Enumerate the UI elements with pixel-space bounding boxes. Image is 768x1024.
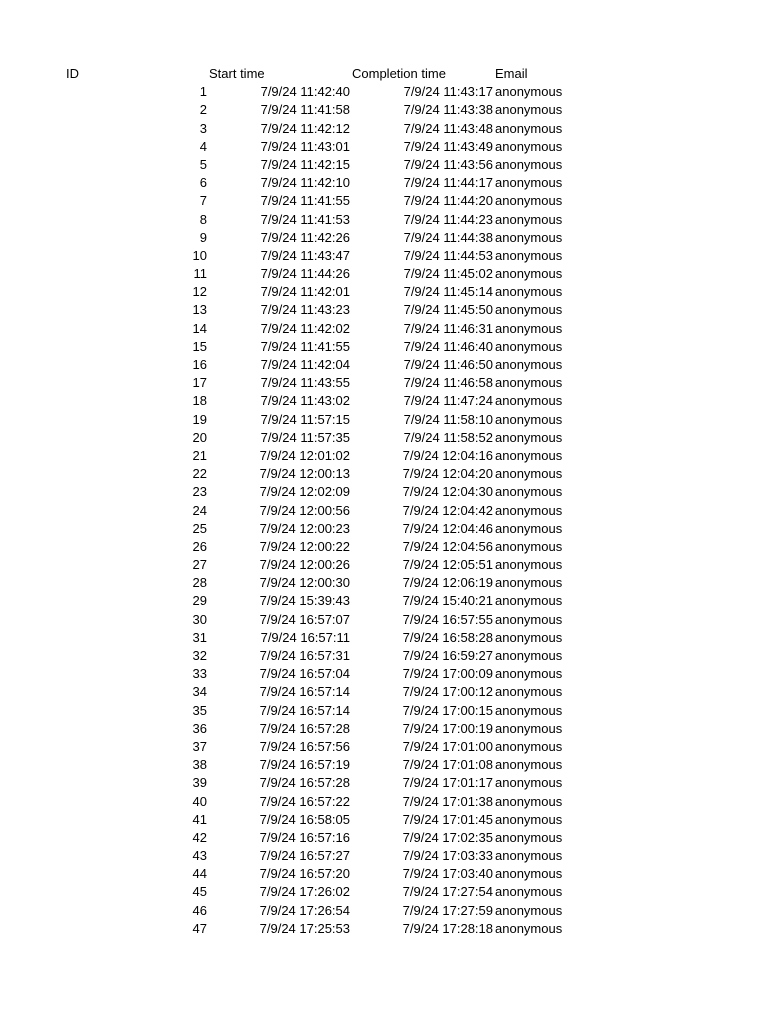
table-row [0, 356, 768, 374]
cell-email[interactable]: anonymous [495, 738, 563, 754]
cell-email[interactable]: anonymous [495, 156, 563, 172]
cell-completion-time[interactable]: 7/9/24 17:01:00 [402, 738, 493, 754]
cell-completion-time[interactable]: 7/9/24 17:01:38 [402, 793, 493, 809]
table-row [0, 211, 768, 229]
cell-completion-time[interactable]: 7/9/24 11:43:17 [403, 84, 493, 100]
table-row [0, 229, 768, 247]
table-row [0, 538, 768, 556]
cell-email[interactable]: anonymous [495, 793, 563, 809]
cell-id[interactable]: 45 [192, 884, 207, 900]
table-row [0, 120, 768, 138]
cell-start-time[interactable]: 7/9/24 16:57:56 [259, 738, 350, 754]
cell-completion-time[interactable]: 7/9/24 11:44:17 [403, 175, 493, 191]
cell-start-time[interactable]: 7/9/24 11:41:53 [260, 211, 350, 227]
table-row [0, 883, 768, 901]
cell-id[interactable]: 1 [199, 84, 207, 100]
cell-completion-time[interactable]: 7/9/24 12:04:46 [402, 520, 493, 536]
cell-completion-time[interactable]: 7/9/24 12:04:30 [402, 484, 493, 500]
cell-id[interactable]: 2 [199, 102, 207, 118]
table-row [0, 320, 768, 338]
cell-email[interactable]: anonymous [495, 775, 563, 791]
cell-completion-time[interactable]: 7/9/24 11:44:23 [403, 211, 493, 227]
cell-id[interactable]: 26 [192, 538, 207, 554]
cell-email[interactable]: anonymous [495, 357, 563, 372]
cell-completion-time[interactable]: 7/9/24 11:46:58 [403, 375, 493, 391]
cell-id[interactable]: 14 [192, 320, 207, 336]
cell-id[interactable]: 36 [192, 720, 207, 736]
cell-completion-time[interactable]: 7/9/24 11:58:10 [403, 411, 493, 427]
cell-start-time[interactable]: 7/9/24 16:57:07 [259, 611, 350, 627]
cell-completion-time[interactable]: 7/9/24 11:46:40 [403, 338, 493, 354]
cell-start-time[interactable]: 7/9/24 11:43:01 [260, 138, 350, 154]
table-row [0, 429, 768, 447]
cell-email[interactable]: anonymous [495, 138, 563, 154]
cell-start-time[interactable]: 7/9/24 11:41:55 [260, 193, 350, 209]
cell-start-time[interactable]: 7/9/24 12:00:22 [259, 538, 350, 554]
cell-id[interactable]: 47 [192, 920, 207, 936]
header-id[interactable]: ID [66, 66, 79, 81]
cell-completion-time[interactable]: 7/9/24 12:04:42 [402, 502, 493, 518]
cell-email[interactable]: anonymous [495, 320, 563, 336]
cell-id[interactable]: 32 [192, 648, 207, 663]
cell-id[interactable]: 4 [199, 138, 207, 154]
cell-completion-time[interactable]: 7/9/24 17:01:08 [402, 757, 493, 773]
cell-completion-time[interactable]: 7/9/24 11:44:53 [403, 247, 493, 263]
cell-id[interactable]: 12 [192, 284, 207, 300]
cell-start-time[interactable]: 7/9/24 16:57:28 [259, 775, 350, 791]
cell-id[interactable]: 13 [192, 302, 207, 318]
cell-start-time[interactable]: 7/9/24 12:00:23 [259, 520, 350, 536]
cell-id[interactable]: 30 [192, 611, 207, 627]
cell-id[interactable]: 28 [192, 575, 207, 591]
cell-start-time[interactable]: 7/9/24 11:43:47 [260, 247, 350, 263]
cell-id[interactable]: 31 [192, 629, 207, 645]
cell-id[interactable]: 7 [199, 193, 207, 209]
cell-start-time[interactable]: 7/9/24 11:41:58 [260, 102, 350, 118]
cell-start-time[interactable]: 7/9/24 11:42:01 [260, 284, 350, 300]
cell-completion-time[interactable]: 7/9/24 15:40:21 [402, 593, 493, 609]
cell-id[interactable]: 5 [199, 156, 207, 172]
table-row [0, 247, 768, 265]
cell-completion-time[interactable]: 7/9/24 11:46:50 [403, 357, 493, 372]
cell-completion-time[interactable]: 7/9/24 11:44:38 [403, 229, 493, 245]
table-row [0, 83, 768, 101]
table-row [0, 465, 768, 483]
cell-start-time[interactable]: 7/9/24 16:57:19 [259, 757, 350, 773]
cell-email[interactable]: anonymous [495, 484, 563, 500]
table-row [0, 665, 768, 683]
cell-completion-time[interactable]: 7/9/24 17:00:12 [402, 684, 493, 700]
cell-id[interactable]: 18 [192, 393, 207, 409]
table-row [0, 192, 768, 210]
cell-email[interactable]: anonymous [495, 866, 563, 882]
cell-email[interactable]: anonymous [495, 811, 563, 827]
cell-email[interactable]: anonymous [495, 575, 563, 591]
table-row [0, 793, 768, 811]
cell-email[interactable]: anonymous [495, 648, 563, 663]
cell-email[interactable]: anonymous [495, 520, 563, 536]
cell-id[interactable]: 19 [192, 411, 207, 427]
cell-id[interactable]: 39 [192, 775, 207, 791]
cell-email[interactable]: anonymous [495, 684, 563, 700]
cell-completion-time[interactable]: 7/9/24 17:00:15 [402, 702, 493, 718]
cell-email[interactable]: anonymous [495, 702, 563, 718]
cell-start-time[interactable]: 7/9/24 17:26:02 [259, 884, 350, 900]
cell-id[interactable]: 41 [192, 811, 207, 827]
table-row [0, 283, 768, 301]
cell-completion-time[interactable]: 7/9/24 12:04:16 [402, 447, 493, 463]
table-row [0, 138, 768, 156]
cell-id[interactable]: 37 [192, 738, 207, 754]
table-row [0, 756, 768, 774]
cell-email[interactable]: anonymous [495, 429, 563, 445]
header-email[interactable]: Email [495, 66, 528, 81]
table-row [0, 720, 768, 738]
cell-id[interactable]: 43 [192, 848, 207, 864]
table-row [0, 902, 768, 920]
cell-email[interactable]: anonymous [495, 720, 563, 736]
cell-email[interactable]: anonymous [495, 375, 563, 391]
cell-start-time[interactable]: 7/9/24 16:57:14 [259, 684, 350, 700]
cell-completion-time[interactable]: 7/9/24 12:04:56 [402, 538, 493, 554]
cell-email[interactable]: anonymous [495, 920, 563, 936]
cell-email[interactable]: anonymous [495, 466, 563, 482]
cell-email[interactable]: anonymous [495, 229, 563, 245]
cell-completion-time[interactable]: 7/9/24 11:43:38 [403, 102, 493, 118]
cell-start-time[interactable]: 7/9/24 11:42:12 [260, 120, 350, 136]
cell-start-time[interactable]: 7/9/24 12:00:13 [259, 466, 350, 482]
cell-email[interactable]: anonymous [495, 102, 563, 118]
cell-start-time[interactable]: 7/9/24 11:42:26 [260, 229, 350, 245]
cell-completion-time[interactable]: 7/9/24 17:02:35 [402, 829, 493, 845]
cell-id[interactable]: 38 [192, 757, 207, 773]
cell-id[interactable]: 15 [192, 338, 207, 354]
cell-start-time[interactable]: 7/9/24 16:57:16 [259, 829, 350, 845]
cell-start-time[interactable]: 7/9/24 16:57:22 [259, 793, 350, 809]
cell-id[interactable]: 17 [192, 375, 207, 391]
cell-email[interactable]: anonymous [495, 302, 563, 318]
table-row [0, 556, 768, 574]
cell-completion-time[interactable]: 7/9/24 11:43:56 [403, 156, 493, 172]
table-row [0, 629, 768, 647]
cell-id[interactable]: 35 [192, 702, 207, 718]
table-body [0, 83, 768, 938]
cell-start-time[interactable]: 7/9/24 16:57:04 [259, 666, 350, 682]
cell-id[interactable]: 10 [192, 247, 207, 263]
cell-completion-time[interactable]: 7/9/24 11:43:48 [403, 120, 493, 136]
cell-email[interactable]: anonymous [495, 848, 563, 864]
cell-completion-time[interactable]: 7/9/24 17:27:59 [402, 902, 493, 918]
cell-start-time[interactable]: 7/9/24 11:42:15 [260, 156, 350, 172]
cell-start-time[interactable]: 7/9/24 16:57:14 [259, 702, 350, 718]
cell-start-time[interactable]: 7/9/24 11:43:55 [260, 375, 350, 391]
cell-id[interactable]: 20 [192, 429, 207, 445]
table-row [0, 101, 768, 119]
cell-completion-time[interactable]: 7/9/24 16:57:55 [402, 611, 493, 627]
cell-email[interactable]: anonymous [495, 829, 563, 845]
table-row [0, 520, 768, 538]
cell-completion-time[interactable]: 7/9/24 11:45:50 [403, 302, 493, 318]
table-row [0, 447, 768, 465]
cell-email[interactable]: anonymous [495, 593, 563, 609]
cell-id[interactable]: 3 [199, 120, 207, 136]
cell-completion-time[interactable]: 7/9/24 16:58:28 [402, 629, 493, 645]
cell-id[interactable]: 33 [192, 666, 207, 682]
cell-id[interactable]: 11 [193, 266, 207, 282]
cell-email[interactable]: anonymous [495, 557, 563, 573]
table-row [0, 847, 768, 865]
table-row [0, 774, 768, 792]
cell-start-time[interactable]: 7/9/24 12:00:56 [259, 502, 350, 518]
table-row [0, 829, 768, 847]
cell-start-time[interactable]: 7/9/24 16:57:31 [259, 648, 350, 663]
header-completion-time[interactable]: Completion time [352, 66, 446, 81]
cell-start-time[interactable]: 7/9/24 16:57:27 [259, 848, 350, 864]
cell-completion-time[interactable]: 7/9/24 17:03:33 [402, 848, 493, 864]
cell-start-time[interactable]: 7/9/24 12:00:30 [259, 575, 350, 591]
table-row [0, 865, 768, 883]
cell-id[interactable]: 9 [199, 229, 207, 245]
cell-id[interactable]: 42 [192, 829, 207, 845]
cell-email[interactable]: anonymous [495, 338, 563, 354]
cell-completion-time[interactable]: 7/9/24 17:03:40 [402, 866, 493, 882]
table-row [0, 338, 768, 356]
cell-completion-time[interactable]: 7/9/24 11:47:24 [403, 393, 493, 409]
cell-start-time[interactable]: 7/9/24 11:57:15 [260, 411, 350, 427]
cell-email[interactable]: anonymous [495, 393, 563, 409]
cell-completion-time[interactable]: 7/9/24 11:43:49 [403, 138, 493, 154]
table-row [0, 374, 768, 392]
cell-email[interactable]: anonymous [495, 902, 563, 918]
cell-completion-time[interactable]: 7/9/24 12:04:20 [402, 466, 493, 482]
table-row [0, 574, 768, 592]
cell-start-time[interactable]: 7/9/24 16:57:28 [259, 720, 350, 736]
table-row [0, 647, 768, 665]
table-row [0, 738, 768, 756]
table-row [0, 611, 768, 629]
cell-completion-time[interactable]: 7/9/24 11:58:52 [403, 429, 493, 445]
cell-start-time[interactable]: 7/9/24 15:39:43 [259, 593, 350, 609]
cell-start-time[interactable]: 7/9/24 11:44:26 [260, 266, 350, 282]
table-row [0, 411, 768, 429]
cell-email[interactable]: anonymous [495, 666, 563, 682]
cell-completion-time[interactable]: 7/9/24 17:28:18 [402, 920, 493, 936]
cell-email[interactable]: anonymous [495, 611, 563, 627]
cell-id[interactable]: 44 [192, 866, 207, 882]
cell-email[interactable]: anonymous [495, 629, 563, 645]
cell-start-time[interactable]: 7/9/24 11:43:02 [260, 393, 350, 409]
cell-start-time[interactable]: 7/9/24 11:57:35 [260, 429, 350, 445]
cell-completion-time[interactable]: 7/9/24 17:01:45 [402, 811, 493, 827]
cell-completion-time[interactable]: 7/9/24 11:44:20 [403, 193, 493, 209]
cell-start-time[interactable]: 7/9/24 11:42:10 [260, 175, 350, 191]
cell-id[interactable]: 34 [192, 684, 207, 700]
cell-completion-time[interactable]: 7/9/24 17:01:17 [402, 775, 493, 791]
cell-id[interactable]: 21 [192, 447, 207, 463]
cell-email[interactable]: anonymous [495, 538, 563, 554]
cell-start-time[interactable]: 7/9/24 12:01:02 [259, 447, 350, 463]
cell-email[interactable]: anonymous [495, 84, 563, 100]
cell-id[interactable]: 6 [199, 175, 207, 191]
table-row [0, 483, 768, 501]
cell-start-time[interactable]: 7/9/24 17:26:54 [259, 902, 350, 918]
table-row [0, 156, 768, 174]
cell-start-time[interactable]: 7/9/24 11:41:55 [260, 338, 350, 354]
cell-email[interactable]: anonymous [495, 502, 563, 518]
cell-start-time[interactable]: 7/9/24 16:57:20 [259, 866, 350, 882]
table-row [0, 392, 768, 410]
cell-id[interactable]: 16 [192, 357, 207, 372]
cell-start-time[interactable]: 7/9/24 16:57:11 [260, 629, 350, 645]
cell-start-time[interactable]: 7/9/24 12:02:09 [259, 484, 350, 500]
header-row [0, 65, 768, 83]
cell-completion-time[interactable]: 7/9/24 11:46:31 [403, 320, 493, 336]
cell-email[interactable]: anonymous [495, 247, 563, 263]
cell-email[interactable]: anonymous [495, 175, 563, 191]
cell-id[interactable]: 27 [192, 557, 207, 573]
cell-id[interactable]: 22 [192, 466, 207, 482]
cell-email[interactable]: anonymous [495, 211, 563, 227]
cell-email[interactable]: anonymous [495, 284, 563, 300]
cell-id[interactable]: 46 [192, 902, 207, 918]
cell-email[interactable]: anonymous [495, 884, 563, 900]
cell-start-time[interactable]: 7/9/24 16:58:05 [259, 811, 350, 827]
cell-email[interactable]: anonymous [495, 193, 563, 209]
cell-completion-time[interactable]: 7/9/24 11:45:02 [403, 266, 493, 282]
table-row [0, 502, 768, 520]
spreadsheet-table [0, 65, 768, 938]
cell-completion-time[interactable]: 7/9/24 17:00:09 [402, 666, 493, 682]
cell-start-time[interactable]: 7/9/24 12:00:26 [259, 557, 350, 573]
cell-email[interactable]: anonymous [495, 266, 563, 282]
cell-id[interactable]: 8 [199, 211, 207, 227]
cell-id[interactable]: 40 [192, 793, 207, 809]
cell-completion-time[interactable]: 7/9/24 12:06:19 [402, 575, 493, 591]
cell-completion-time[interactable]: 7/9/24 12:05:51 [402, 557, 493, 573]
table-row [0, 174, 768, 192]
cell-email[interactable]: anonymous [495, 447, 563, 463]
cell-id[interactable]: 29 [192, 593, 207, 609]
cell-completion-time[interactable]: 7/9/24 11:45:14 [403, 284, 493, 300]
table-row [0, 702, 768, 720]
table-row [0, 592, 768, 610]
cell-email[interactable]: anonymous [495, 411, 563, 427]
table-row [0, 265, 768, 283]
cell-id[interactable]: 24 [192, 502, 207, 518]
table-row [0, 301, 768, 319]
header-start-time[interactable]: Start time [209, 66, 265, 81]
table-row [0, 811, 768, 829]
cell-start-time[interactable]: 7/9/24 17:25:53 [259, 920, 350, 936]
table-row [0, 920, 768, 938]
cell-email[interactable]: anonymous [495, 120, 563, 136]
table-row [0, 683, 768, 701]
cell-start-time[interactable]: 7/9/24 11:43:23 [260, 302, 350, 318]
cell-id[interactable]: 25 [192, 520, 207, 536]
cell-email[interactable]: anonymous [495, 757, 563, 773]
cell-id[interactable]: 23 [192, 484, 207, 500]
cell-completion-time[interactable]: 7/9/24 16:59:27 [402, 648, 493, 663]
cell-start-time[interactable]: 7/9/24 11:42:40 [260, 84, 350, 100]
cell-start-time[interactable]: 7/9/24 11:42:02 [260, 320, 350, 336]
cell-completion-time[interactable]: 7/9/24 17:00:19 [402, 720, 493, 736]
cell-start-time[interactable]: 7/9/24 11:42:04 [260, 357, 350, 372]
cell-completion-time[interactable]: 7/9/24 17:27:54 [402, 884, 493, 900]
